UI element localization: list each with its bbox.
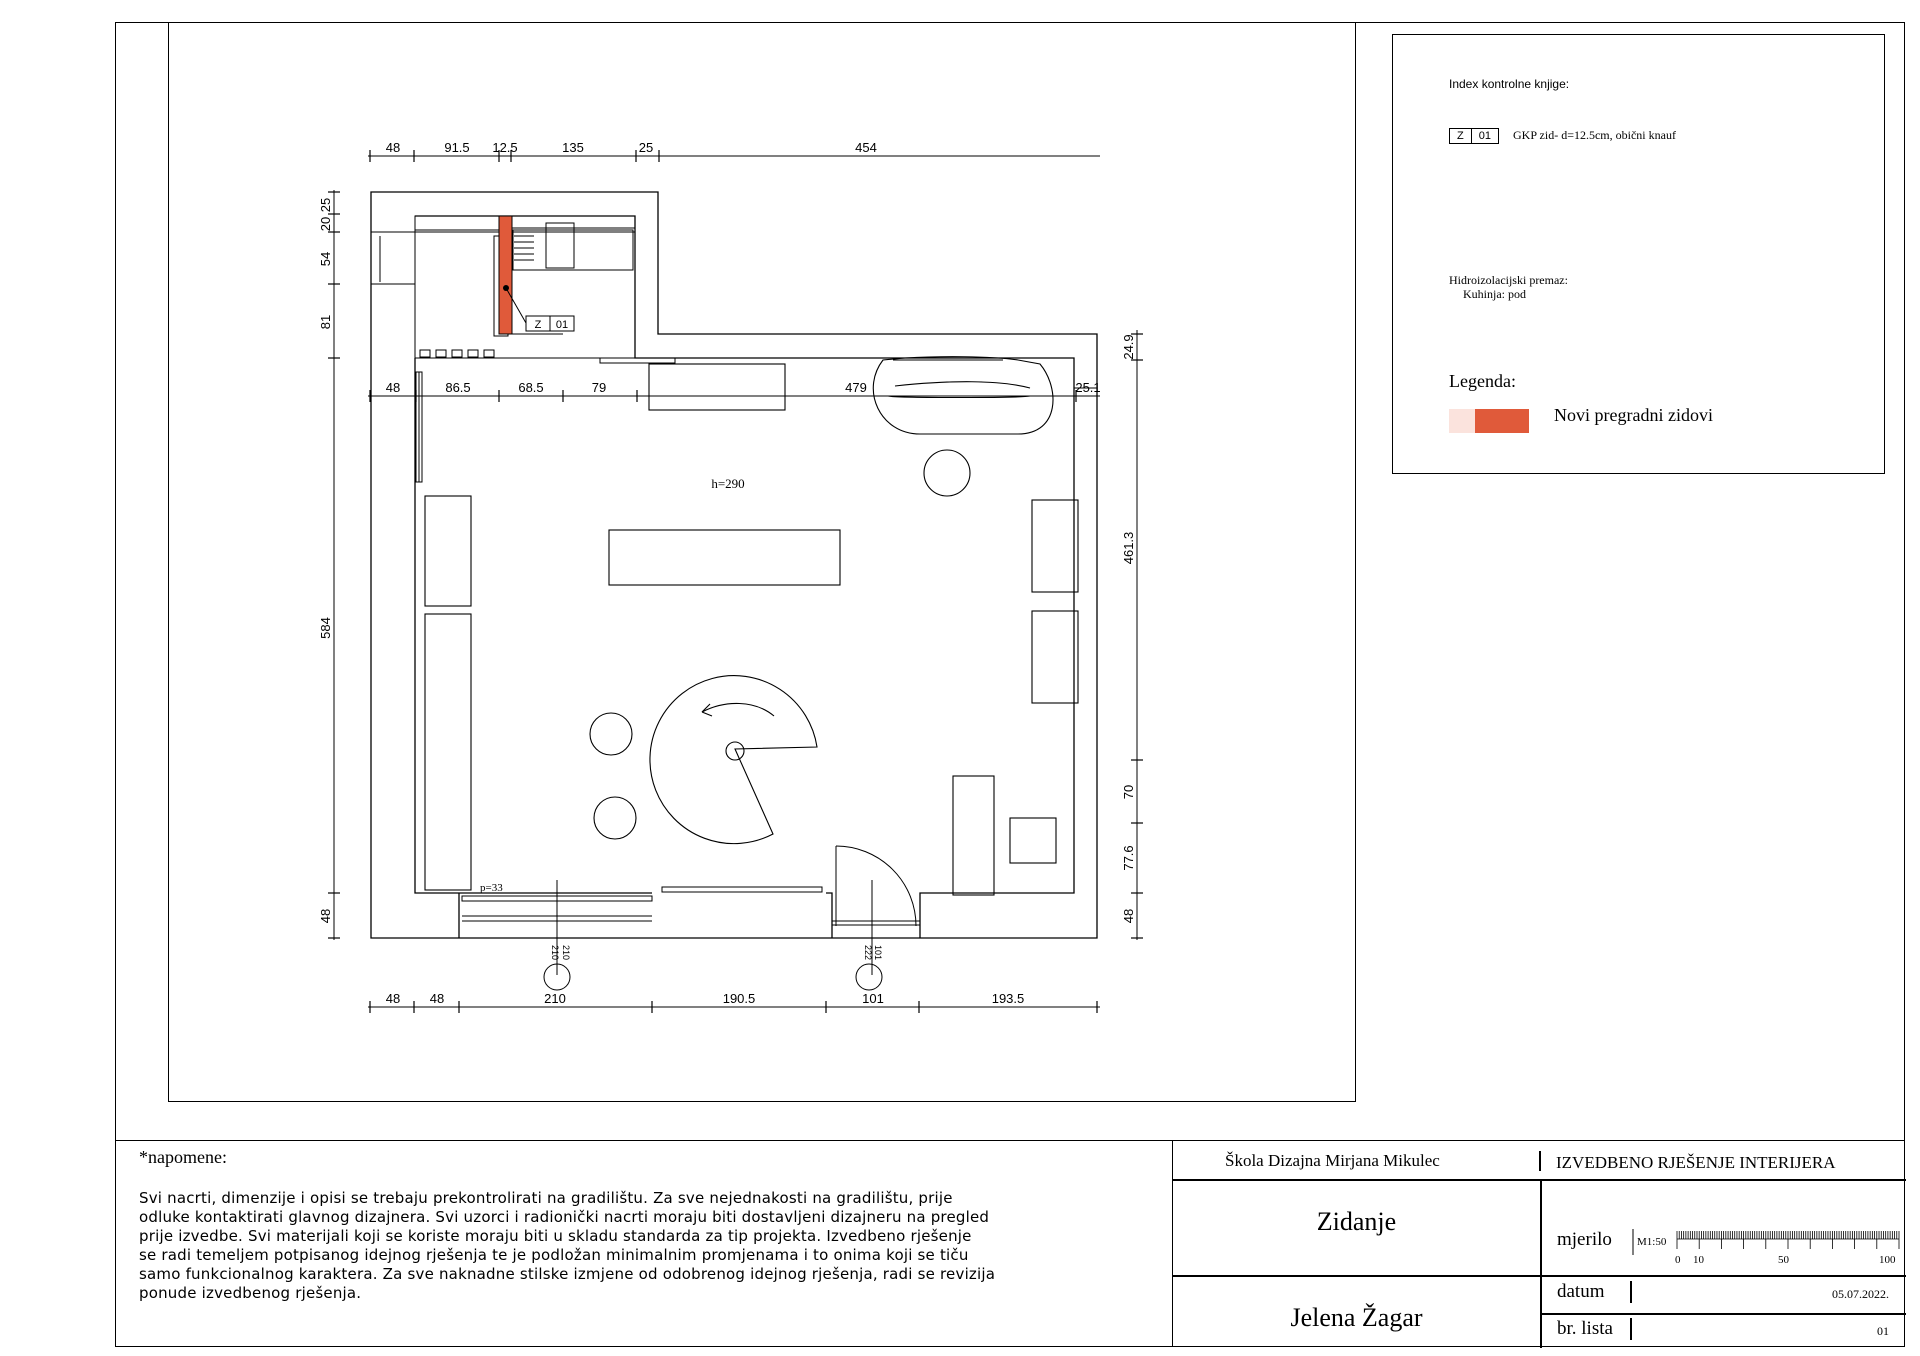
legend-item: Novi pregradni zidovi: [1554, 405, 1713, 425]
mid-dim-4: 79: [591, 380, 607, 395]
index-title: Index kontrolne knjige:: [1449, 77, 1570, 91]
mid-dim-1: 48: [385, 380, 401, 395]
inner-wall: [415, 216, 1074, 938]
project-title: IZVEDBENO RJEŠENJE INTERIJERA: [1556, 1153, 1836, 1172]
plan-wall-tag: [526, 316, 574, 331]
door-tag-b: 222: [863, 945, 873, 961]
bottom-dim-4: 190.5: [722, 991, 756, 1006]
notes-line-4: se radi temeljem potpisanog idejnog rješenja te je podložan minimalnim promjenama i to onima koji se tiču: [139, 1246, 969, 1264]
author-name: Jelena Žagar: [1290, 1303, 1423, 1332]
bottom-dim-5: 101: [862, 991, 884, 1006]
door-tag-a: 101: [873, 945, 883, 961]
mid-dim-3: 68.5: [518, 380, 544, 395]
scale-bar: [1629, 1225, 1905, 1269]
date-value: 05.07.2022.: [1832, 1287, 1889, 1301]
bottom-dim-3: 210: [544, 991, 566, 1006]
left-dim-5: 584: [318, 617, 333, 639]
window-tag-1b: 210: [561, 945, 571, 961]
top-dim-2: 91.5: [444, 140, 470, 155]
furniture: [425, 357, 1078, 895]
plan-wall-tag-letter: Z: [534, 319, 542, 331]
sheet-number-label: br. lista: [1557, 1318, 1613, 1339]
left-dim-1: 25: [318, 197, 333, 213]
hydro-title: Hidroizolacijski premaz:: [1449, 273, 1568, 287]
middle-dimension-line: [368, 380, 1101, 402]
mid-dim-6: 25.1: [1075, 380, 1101, 395]
hydro-item: Kuhinja: pod: [1463, 287, 1526, 301]
top-dim-6: 454: [855, 140, 877, 155]
left-cabinet-short: [425, 496, 471, 606]
legend-swatch: [1475, 409, 1529, 433]
sheet-title: Zidanje: [1316, 1207, 1397, 1236]
school-name: Škola Dizajna Mirjana Mikulec: [1225, 1151, 1440, 1170]
top-dim-1: 48: [385, 140, 401, 155]
right-dim-2: 461.3: [1121, 531, 1136, 565]
title-block-hline-4: [1540, 1313, 1906, 1315]
spiral-stair-core: [726, 742, 744, 760]
scale-value: M1:50: [1637, 1236, 1667, 1248]
spiral-stair-arrow: [702, 703, 774, 716]
left-dim-4: 81: [318, 314, 333, 330]
sheet-number-divider: [1630, 1318, 1632, 1340]
door-tag-circle: [856, 964, 882, 990]
window-tag-1a: 210: [550, 945, 560, 961]
index-item-desc: GKP zid- d=12.5cm, obični knauf: [1513, 128, 1676, 142]
top-dim-4: 135: [562, 140, 584, 155]
notes-line-2: odluke kontaktirati glavnog dizajnera. Svi uzorci i radionički nacrti moraju biti dostavljeni dizajneru na pregled: [139, 1208, 990, 1226]
small-cube: [1010, 818, 1056, 863]
right-dimension-line: [1121, 330, 1143, 940]
sheet-number-value: 01: [1877, 1324, 1889, 1338]
header-divider: [1539, 1151, 1541, 1171]
sofa: [873, 357, 1053, 434]
right-cabinet-lower: [1032, 611, 1078, 703]
index-tag-letter: Z: [1450, 129, 1472, 143]
notes-box: [115, 1140, 1173, 1347]
bottom-dim-1: 48: [385, 991, 401, 1006]
top-dim-5: 25: [638, 140, 654, 155]
scale-tick-50: 50: [1778, 1254, 1789, 1266]
tall-cabinet: [953, 776, 994, 895]
left-cabinet-long: [425, 614, 471, 890]
scale-tick-100: 100: [1879, 1254, 1896, 1266]
right-dim-1: 24.9: [1121, 334, 1136, 360]
round-seat-top: [924, 450, 970, 496]
bottom-dimension-line: [368, 991, 1100, 1013]
outer-wall: [371, 192, 1097, 938]
scale-label: mjerilo: [1557, 1229, 1612, 1250]
right-dim-3: 70: [1121, 784, 1136, 800]
legend-title: Legenda:: [1449, 371, 1516, 391]
left-dim-3: 54: [318, 251, 333, 267]
door-swing: [836, 846, 916, 926]
right-cabinet-upper: [1032, 500, 1078, 592]
notes-body: [139, 1189, 995, 1303]
center-table: [609, 530, 840, 585]
scale-tick-0: 0: [1675, 1254, 1681, 1266]
round-seat-left-1: [590, 713, 632, 755]
sill-label: p=33: [480, 882, 503, 894]
left-dim-6: 48: [318, 908, 333, 924]
bottom-openings: [462, 846, 920, 990]
left-dimension-line: [318, 190, 340, 940]
round-seat-left-2: [594, 797, 636, 839]
index-tag: [1449, 128, 1499, 144]
title-block: [1172, 1140, 1905, 1347]
date-label: datum: [1557, 1281, 1605, 1302]
title-block-vline: [1540, 1179, 1542, 1348]
index-tag-number: 01: [1478, 130, 1491, 142]
left-window: [416, 372, 422, 482]
legend-swatch-light: [1449, 409, 1475, 433]
notes-title: *napomene:: [139, 1147, 227, 1167]
plan-wall-tag-number: 01: [555, 319, 569, 331]
title-block-hline-3: [1540, 1275, 1906, 1277]
bathroom: [371, 216, 675, 363]
title-block-hline-2: [1173, 1275, 1540, 1277]
top-dimension-line: [368, 140, 1100, 162]
shelf-unit-top: [649, 364, 785, 410]
mid-dim-5: 479: [845, 380, 867, 395]
right-dim-5: 48: [1121, 908, 1136, 924]
mid-dim-2: 86.5: [445, 380, 471, 395]
index-box: [1392, 34, 1885, 474]
date-divider: [1630, 1281, 1632, 1303]
notes-line-6: ponude izvedbenog rješenja.: [139, 1284, 362, 1302]
bottom-dim-2: 48: [429, 991, 445, 1006]
left-dim-2: 20: [318, 216, 333, 232]
height-label: h=290: [711, 476, 745, 491]
scale-tick-10: 10: [1693, 1254, 1704, 1266]
bottom-dim-6: 193.5: [991, 991, 1025, 1006]
new-partition-wall: [499, 216, 512, 334]
notes-line-1: Svi nacrti, dimenzije i opisi se trebaju prekontrolirati na gradilištu. Za sve nejednakosti na gradilištu, prije: [139, 1189, 953, 1207]
notes-line-5: samo funkcionalnog karaktera. Za sve naknadne stilske izmjene od odobrenog idejnog rješenja, radi se revizija: [139, 1265, 996, 1283]
top-dim-3: 12.5: [492, 140, 518, 155]
scale-ticks: [1677, 1231, 1899, 1249]
notes-line-3: prije izvedbe. Svi materijali koji se koriste moraju biti u skladu standarda za tip projekta. Izvedbeno rješenje: [139, 1227, 972, 1245]
right-dim-4: 77.6: [1121, 845, 1136, 871]
